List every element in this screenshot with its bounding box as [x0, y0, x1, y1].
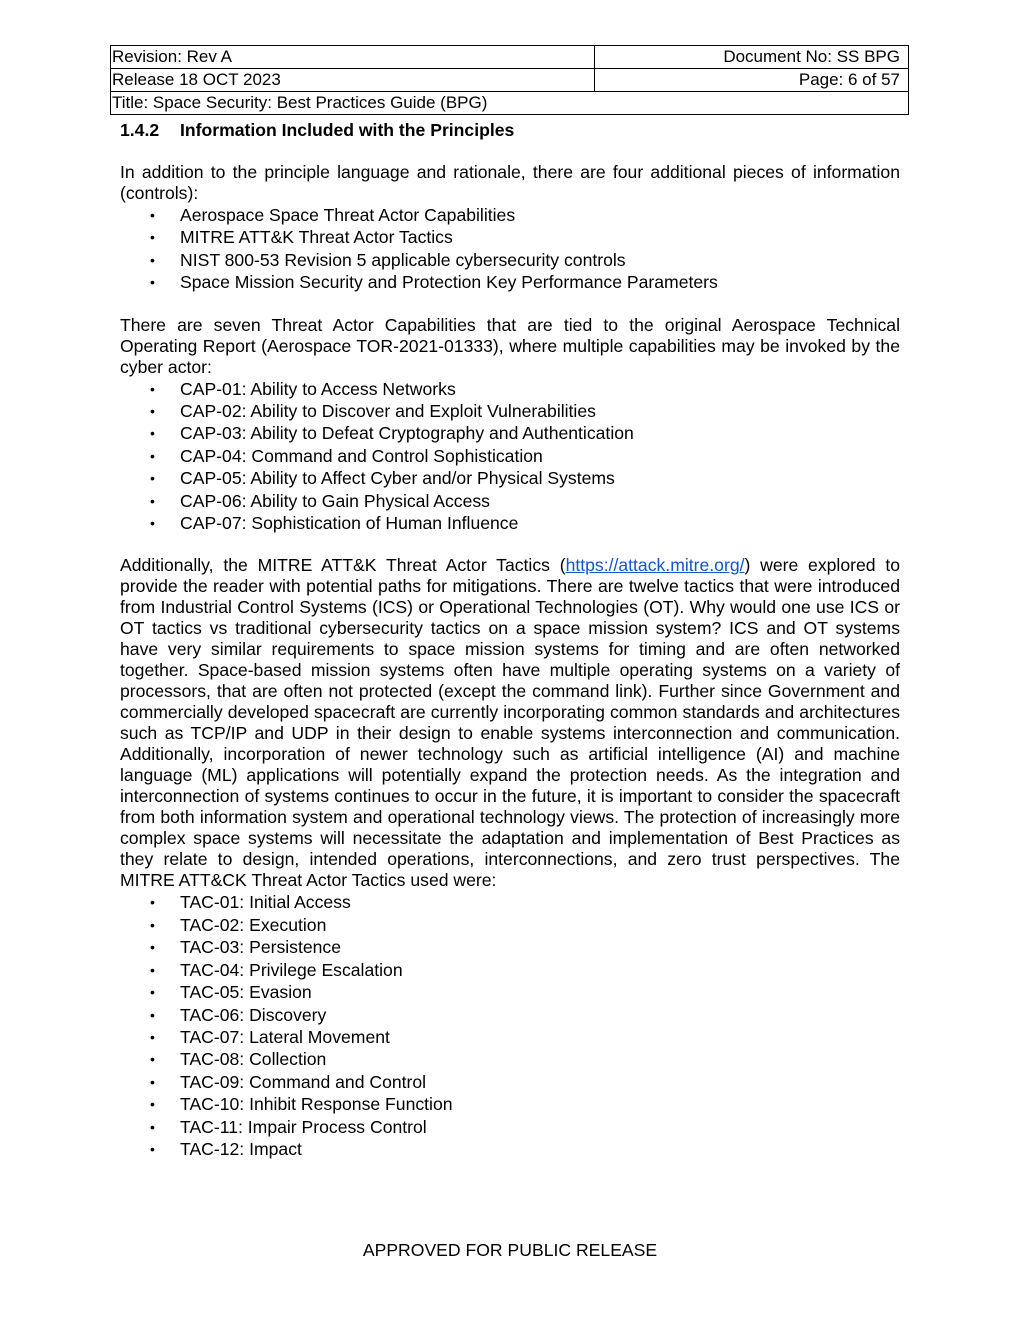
bullet-icon: •	[150, 1096, 155, 1113]
release-date-cell: Release 18 OCT 2023	[111, 69, 595, 92]
capability-list-item	[120, 378, 900, 400]
capability-list-item	[120, 490, 900, 512]
capability-list-item	[120, 467, 900, 489]
tactic-list-item-text: TAC-10: Inhibit Response Function	[180, 1094, 453, 1115]
bullet-icon: •	[150, 984, 155, 1001]
revision-cell: Revision: Rev A	[111, 46, 595, 69]
tactic-list-item	[120, 1138, 900, 1160]
tactic-list-item	[120, 936, 900, 958]
capability-list-item-text: CAP-01: Ability to Access Networks	[180, 378, 456, 399]
control-list-item-text: NIST 800-53 Revision 5 applicable cybersecurity controls	[180, 249, 626, 270]
control-list-item	[120, 271, 900, 293]
tactic-list-item-text: TAC-03: Persistence	[180, 937, 342, 958]
tactic-list-item	[120, 1026, 900, 1048]
bullet-icon: •	[150, 515, 155, 532]
section-heading	[120, 120, 900, 141]
capability-list-item	[120, 445, 900, 467]
paragraph-controls-intro: In addition to the principle language and rationale, there are four additional pieces of information (controls):	[120, 162, 900, 203]
bullet-icon: •	[150, 1006, 155, 1023]
bullet-icon: •	[150, 916, 155, 933]
capability-list-item-text: CAP-05: Ability to Affect Cyber and/or Physical Systems	[180, 468, 615, 489]
controls-list	[120, 204, 900, 294]
bullet-icon: •	[150, 492, 155, 509]
tactic-list-item	[120, 1004, 900, 1026]
bullet-icon: •	[150, 251, 155, 268]
bullet-icon: •	[150, 1118, 155, 1135]
tactics-list	[120, 891, 900, 1160]
bullet-icon: •	[150, 425, 155, 442]
control-list-item	[120, 249, 900, 271]
paragraph-tactics-intro	[120, 555, 900, 891]
tactic-list-item	[120, 981, 900, 1003]
tactic-list-item-text: TAC-02: Execution	[180, 914, 327, 935]
document-number-cell: Document No: SS BPG	[595, 46, 909, 69]
capability-list-item	[120, 422, 900, 444]
control-list-item-text: Aerospace Space Threat Actor Capabilities	[180, 205, 516, 225]
bullet-icon: •	[150, 1051, 155, 1068]
tactic-list-item-text: TAC-01: Initial Access	[180, 892, 351, 913]
bullet-icon: •	[150, 939, 155, 956]
tactic-list-item-text: TAC-07: Lateral Movement	[180, 1026, 390, 1047]
bullet-icon: •	[150, 207, 155, 223]
paragraph-capabilities-intro: There are seven Threat Actor Capabilities that are tied to the original Aerospace Technical Operating Report (Aerospace TOR-2021-01333), where multiple capabilities may be invoked by the cyber actor:	[120, 314, 900, 377]
bullet-icon: •	[150, 1073, 155, 1090]
bullet-icon: •	[150, 229, 155, 246]
tactic-list-item	[120, 959, 900, 981]
tactic-list-item	[120, 891, 900, 913]
tactics-intro-text-end: ) were explored to provide the reader with potential paths for mitigations. There are twelve tactics that were introduced from Industrial Control Systems (ICS) or Operational Technologies (OT). Why would one use ICS or OT tactics vs traditional cybersecurity tactics on a space mission system? ICS and OT systems have very similar requirements to space mission systems for timing and are often networked together. Space-based mission systems often have multiple operating systems on a variety of processors, that are often not protected (except the command link). Further since Government and commercially developed spacecraft are currently incorporating common standards and architectures such as TCP/IP and UDP in their design to enable systems interconnection and communication. Additionally, incorporation of newer technology such as artificial intelligence (AI) and machine language (ML) applications will potentially expand the protection needs. As the integration and interconnection of systems continues to occur in the future, it is important to consider the spacecraft from both information system and operational technology views. The protection of increasingly more complex space systems will necessitate the adaptation and implementation of Best Practices as they relate to design, intended operations, interconnections, and zero trust perspectives. The MITRE ATT&CK Threat Actor Tactics used were:	[120, 555, 900, 891]
bullet-icon: •	[150, 470, 155, 487]
tactic-list-item	[120, 1071, 900, 1093]
capability-list-item-text: CAP-03: Ability to Defeat Cryptography and Authentication	[180, 423, 634, 444]
header-row-1	[111, 46, 909, 69]
tactic-list-item-text: TAC-11: Impair Process Control	[180, 1116, 427, 1137]
bullet-icon: •	[150, 380, 155, 397]
tactic-list-item-text: TAC-12: Impact	[180, 1138, 302, 1159]
tactic-list-item-text: TAC-09: Command and Control	[180, 1071, 427, 1092]
tactic-list-item	[120, 1116, 900, 1138]
bullet-icon: •	[150, 403, 155, 420]
document-header-table	[110, 45, 909, 115]
tactic-list-item-text: TAC-05: Evasion	[180, 982, 312, 1003]
tactic-list-item	[120, 1093, 900, 1115]
capability-list-item	[120, 400, 900, 422]
tactic-list-item-text: TAC-08: Collection	[180, 1049, 327, 1070]
tactic-list-item-text: TAC-04: Privilege Escalation	[180, 959, 403, 980]
capability-list-item-text: CAP-06: Ability to Gain Physical Access	[180, 490, 490, 511]
tactic-list-item	[120, 1048, 900, 1070]
page-number-cell: Page: 6 of 57	[595, 69, 909, 92]
capability-list-item-text: CAP-02: Ability to Discover and Exploit Vulnerabilities	[180, 401, 596, 422]
footer-release-statement: APPROVED FOR PUBLIC RELEASE	[362, 1240, 658, 1260]
bullet-icon: •	[150, 894, 155, 911]
capabilities-list	[120, 378, 900, 535]
capability-list-item	[120, 512, 900, 534]
bullet-icon: •	[150, 961, 155, 978]
bullet-icon: •	[150, 274, 155, 291]
tactics-intro-text-start: Additionally, the MITRE ATT&K Threat Actor Tactics (	[120, 555, 566, 576]
mitre-attack-link[interactable]: https://attack.mitre.org/	[565, 555, 745, 576]
header-row-3	[111, 92, 909, 115]
tactic-list-item-text: TAC-06: Discovery	[180, 1004, 327, 1025]
control-list-item-text: Space Mission Security and Protection Key Performance Parameters	[180, 272, 718, 293]
control-list-item	[120, 226, 900, 248]
capability-list-item-text: CAP-04: Command and Control Sophistication	[180, 445, 543, 466]
capability-list-item-text: CAP-07: Sophistication of Human Influence	[180, 513, 519, 534]
control-list-item-text: MITRE ATT&K Threat Actor Tactics	[180, 227, 453, 248]
header-row-2	[111, 69, 909, 92]
page-body	[120, 120, 900, 1160]
section-number: 1.4.2	[120, 120, 160, 140]
section-title: Information Included with the Principles	[180, 120, 515, 140]
tactic-list-item	[120, 914, 900, 936]
bullet-icon: •	[150, 1140, 155, 1157]
document-title-cell: Title: Space Security: Best Practices Guide (BPG)	[111, 92, 909, 115]
bullet-icon: •	[150, 447, 155, 464]
bullet-icon: •	[150, 1028, 155, 1045]
control-list-item	[120, 204, 900, 226]
